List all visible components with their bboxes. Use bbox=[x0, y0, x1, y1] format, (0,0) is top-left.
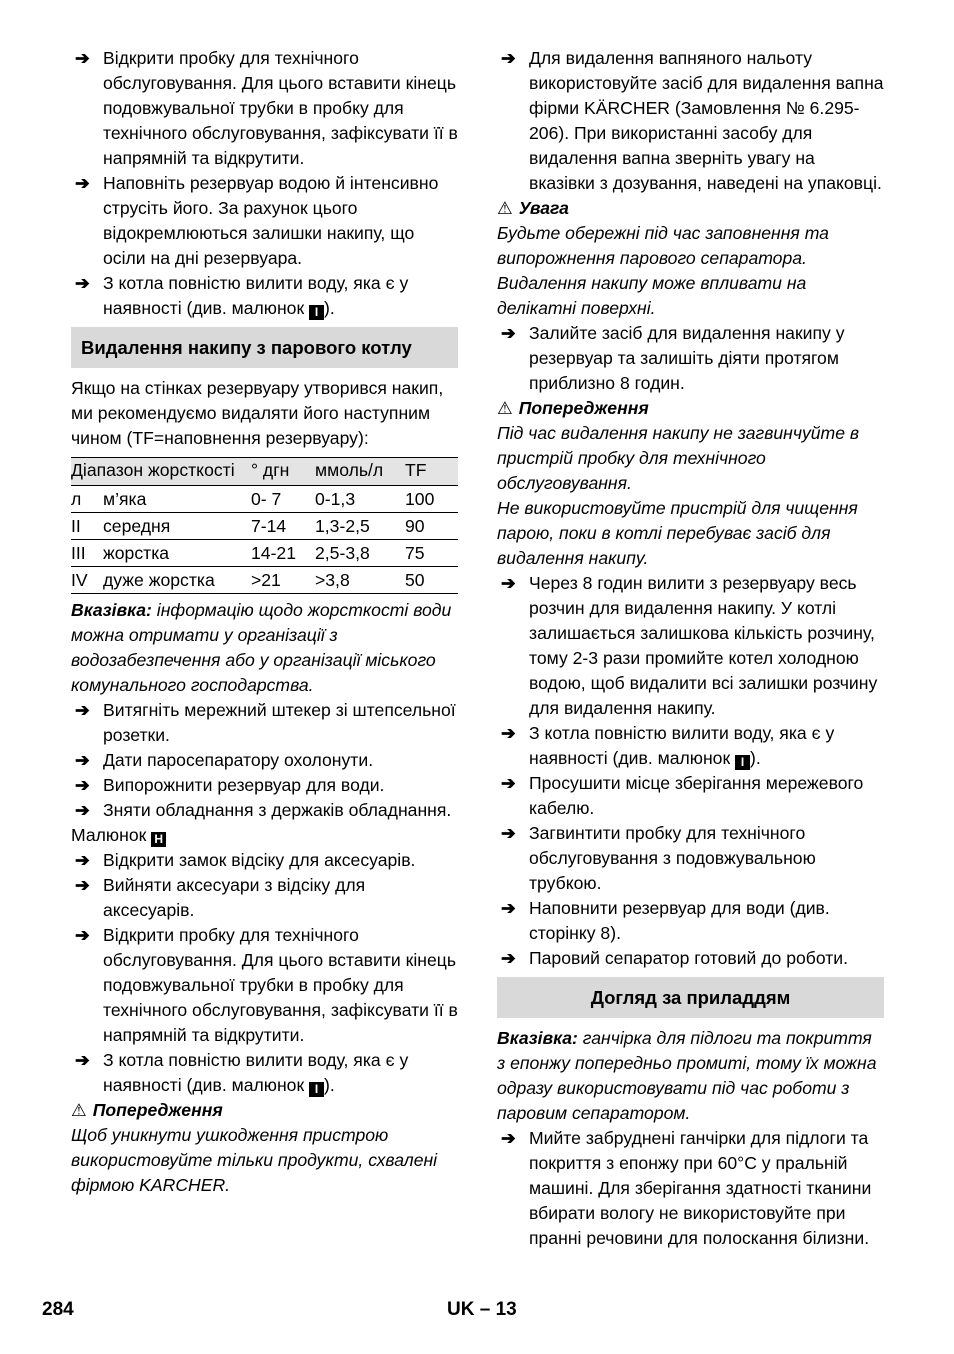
arrow-right-icon: ➔ bbox=[501, 48, 516, 68]
list-item: ➔ З котла повністю вилити воду, яка є у наявності (див. малюнок I ). bbox=[75, 273, 409, 319]
note-paragraph: Вказівка: інформацію щодо жорсткості води можна отримати у організації з водозабезпечення або у організації міського комунального господарства. bbox=[71, 600, 452, 695]
list-item: ➔ Паровий сепаратор готовий до роботи. bbox=[497, 946, 884, 971]
arrow-right-icon: ➔ bbox=[75, 800, 90, 820]
arrow-right-icon: ➔ bbox=[501, 898, 516, 918]
list-item: ➔ Дати паросепаратору охолонути. bbox=[71, 748, 458, 773]
list-item: ➔ Мийте забруднені ганчірки для підлоги та покриття з епонжу при 60°C у пральній машині. Для зберігання здатності тканини вбирати вологу не використовуйте при пранні речовини для полоскання білизни. bbox=[501, 1128, 872, 1248]
arrow-right-icon: ➔ bbox=[75, 925, 90, 945]
arrow-right-icon: ➔ bbox=[501, 823, 516, 843]
warning-text: Під час видалення накипу не загвинчуйте в пристрій пробку для технічного обслуговування. bbox=[497, 423, 860, 493]
list-item: ➔ Відкрити пробку для технічного обслуговування. Для цього вставити кінець подовжувальної трубки в пробку для технічного обслуговування, зафіксувати її в напрямній та відкрутити. bbox=[75, 925, 458, 1045]
figure-reference-badge: I bbox=[735, 755, 750, 770]
caution-text: Будьте обережні під час заповнення та випорожнення парового сепаратора. Видалення накипу може впливати на делікатні поверхні. bbox=[497, 223, 829, 318]
arrow-right-icon: ➔ bbox=[75, 1050, 90, 1070]
list-item: ➔ Для видалення вапняного нальоту використовуйте засіб для видалення вапна фірми KÄRCHER (Замовлення № 6.295-206). При використанні засобу для видалення вапна зверніть увагу на вказівки з дозування, наведені на упаковці. bbox=[501, 48, 884, 193]
table-header-row bbox=[71, 458, 458, 486]
figure-reference-badge: H bbox=[151, 832, 166, 847]
arrow-right-icon: ➔ bbox=[75, 700, 90, 720]
warning-triangle-icon: ⚠ bbox=[71, 1100, 87, 1120]
warning-text: Не використовуйте пристрій для чищення парою, поки в котлі перебуває засіб для видалення накипу. bbox=[497, 498, 858, 568]
section-heading: Догляд за приладдям bbox=[497, 977, 884, 1018]
warning-triangle-icon: ⚠ bbox=[497, 198, 513, 218]
right-column bbox=[497, 46, 884, 1251]
list-item: ➔ Просушити місце зберігання мережевого кабелю. bbox=[501, 773, 864, 818]
page-number: 284 bbox=[42, 1299, 74, 1320]
left-column bbox=[71, 46, 458, 1198]
arrow-right-icon: ➔ bbox=[75, 48, 90, 68]
list-item: ➔ Наповнити резервуар для води (див. сторінку 8). bbox=[501, 898, 830, 943]
list-item: ➔ Вийняти аксесуари з відсіку для аксесуарів. bbox=[75, 875, 366, 920]
section-heading: Видалення накипу з парового котлу bbox=[71, 327, 458, 368]
arrow-right-icon: ➔ bbox=[501, 573, 516, 593]
hardness-table bbox=[71, 457, 458, 594]
figure-reference-badge: I bbox=[309, 305, 324, 320]
list-item: ➔ Через 8 годин вилити з резервуару весь розчин для видалення накипу. У котлі залишається залишкова кількість розчину, тому 2-3 рази промийте котел холодною водою, щоб видалити всі залишки розчину для видалення накипу. bbox=[501, 573, 878, 718]
list-item: ➔ Витягніть мережний штекер зі штепсельної розетки. bbox=[75, 700, 456, 745]
list-item: ➔ З котла повністю вилити воду, яка є у наявності (див. малюнок I ). bbox=[75, 1050, 409, 1096]
list-item: ➔ З котла повністю вилити воду, яка є у наявності (див. малюнок I ). bbox=[501, 723, 835, 769]
arrow-right-icon: ➔ bbox=[75, 173, 90, 193]
table-header: ммоль/л bbox=[315, 458, 405, 486]
list-item: ➔ Загвинтити пробку для технічного обслуговування з подовжувальною трубкою. bbox=[501, 823, 816, 893]
arrow-right-icon: ➔ bbox=[75, 850, 90, 870]
table-row: II середня 7-14 1,3-2,5 90 bbox=[71, 513, 458, 540]
intro-paragraph: Якщо на стінках резервуару утворився накип, ми рекомендуємо видаляти його наступним чином (TF=наповнення резервуару): bbox=[71, 378, 444, 448]
arrow-right-icon: ➔ bbox=[75, 750, 90, 770]
table-header: ° дгн bbox=[251, 458, 315, 486]
list-item: ➔ Відкрити замок відсіку для аксесуарів. bbox=[71, 848, 458, 873]
arrow-right-icon: ➔ bbox=[501, 1128, 516, 1148]
list-item: ➔ Відкрити пробку для технічного обслуговування. Для цього вставити кінець подовжувальної трубки в пробку для технічного обслуговування, зафіксувати її в напрямній та відкрутити. bbox=[75, 48, 458, 168]
list-item: ➔ Зняти обладнання з держаків обладнання. bbox=[71, 798, 458, 823]
arrow-right-icon: ➔ bbox=[501, 323, 516, 343]
warning-text: Щоб уникнути ушкодження пристрою використовуйте тільки продукти, схвалені фірмою KARCHER. bbox=[71, 1125, 438, 1195]
table-row: IV дуже жорстка >21 >3,8 50 bbox=[71, 567, 458, 594]
warning-title: ⚠ Попередження bbox=[497, 398, 649, 418]
arrow-right-icon: ➔ bbox=[501, 723, 516, 743]
arrow-right-icon: ➔ bbox=[75, 273, 90, 293]
list-item: ➔ Наповніть резервуар водою й інтенсивно струсіть його. За рахунок цього відокремлюються залишки накипу, що осіли на дні резервуара. bbox=[75, 173, 439, 268]
list-item: ➔ Залийте засіб для видалення накипу у резервуар та залишіть діяти протягом приблизно 8 годин. bbox=[501, 323, 845, 393]
arrow-right-icon: ➔ bbox=[501, 773, 516, 793]
arrow-right-icon: ➔ bbox=[75, 875, 90, 895]
table-header: Діапазон жорсткості bbox=[71, 458, 251, 486]
table-row: III жорстка 14-21 2,5-3,8 75 bbox=[71, 540, 458, 567]
figure-label: Малюнок H bbox=[71, 823, 458, 848]
table-header: TF bbox=[405, 458, 458, 486]
arrow-right-icon: ➔ bbox=[501, 948, 516, 968]
figure-reference-badge: I bbox=[309, 1082, 324, 1097]
caution-title: ⚠ Увага bbox=[497, 198, 569, 218]
list-item: ➔ Випорожнити резервуар для води. bbox=[71, 773, 458, 798]
warning-title: ⚠ Попередження bbox=[71, 1100, 223, 1120]
arrow-right-icon: ➔ bbox=[75, 775, 90, 795]
note-paragraph: Вказівка: ганчірка для підлоги та покриття з епонжу попередньо промиті, тому їх можна одразу використовувати під час роботи з паровим сепаратором. bbox=[497, 1028, 877, 1123]
table-row: л м’яка 0- 7 0-1,3 100 bbox=[71, 486, 458, 513]
warning-triangle-icon: ⚠ bbox=[497, 398, 513, 418]
section-footer: UK – 13 bbox=[447, 1299, 517, 1320]
